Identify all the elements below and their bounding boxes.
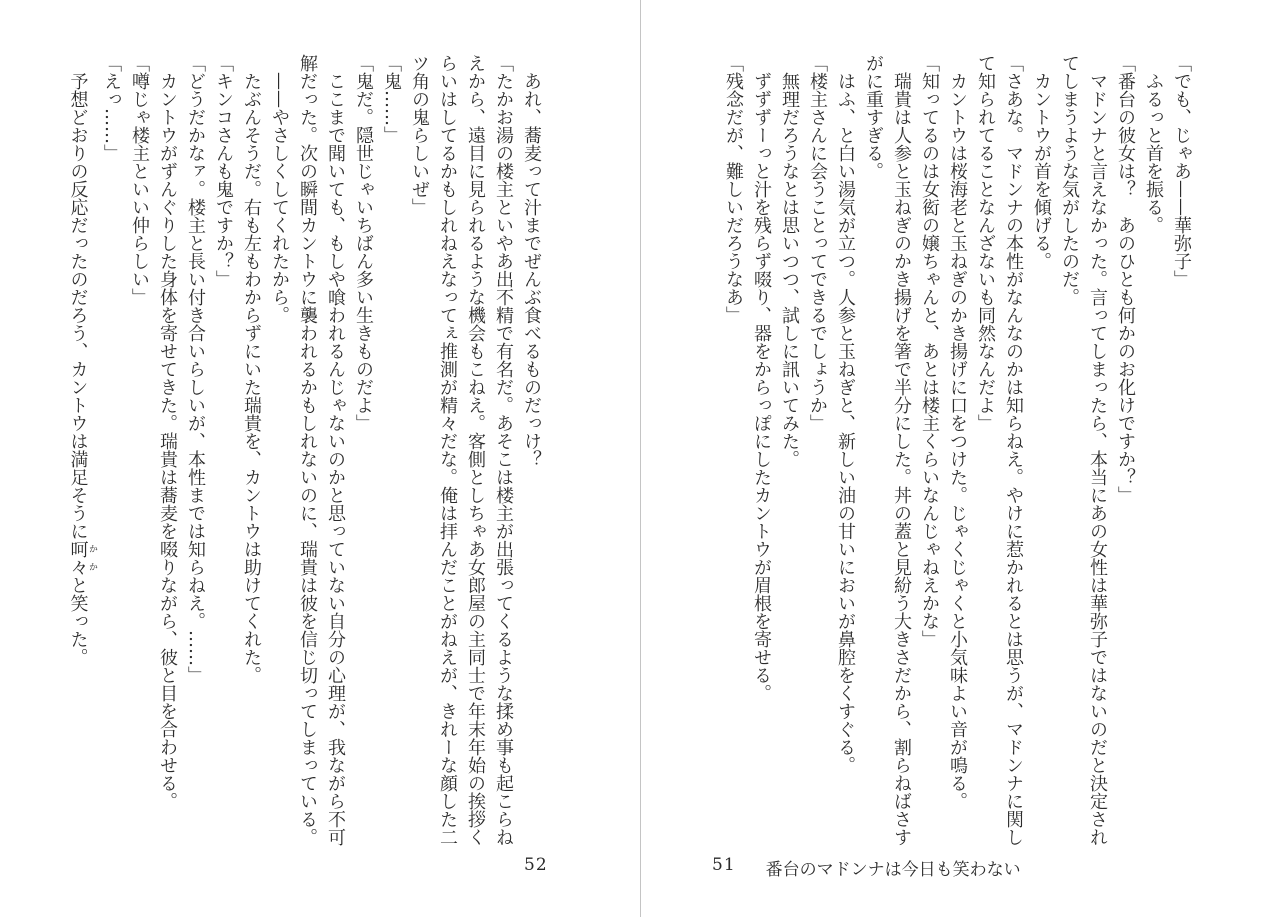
paragraph: たぶんそうだ。右も左もわからずにいた瑞貴を、カントウは助けてくれた。 — [241, 72, 262, 684]
paragraph: 「さあな。マドンナの本性がなんなのかは知らねえ。やけに惹かれるとは思うが、マドンナに関して知られてることなんざないも同然なんだよ」 — [975, 54, 1024, 846]
paragraph: 「楼主さんに会うことってできるでしょうか」 — [807, 54, 828, 432]
paragraph: カントウは桜海老と玉ねぎのかき揚げに口をつけた。じゃくじゃくと小気味よい音が鳴る。 — [947, 72, 968, 810]
center-gutter-line — [640, 0, 641, 917]
paragraph: あれ、蕎麦って汁までぜんぶ食べるものだっけ？ — [521, 72, 542, 468]
paragraph: カントウがずんぐりした身体を寄せてきた。瑞貴は蕎麦を啜りながら、彼と目を合わせる。 — [157, 72, 178, 810]
paragraph: 瑞貴は人参と玉ねぎのかき揚げを箸で半分にした。丼の蓋と見紛う大きさだから、割らねばさすがに重すぎる。 — [863, 54, 912, 846]
paragraph: 「キンコさんも鬼ですか？」 — [213, 54, 234, 288]
paragraph: 「たかお湯の楼主といやあ出不精で有名だ。あそこは楼主が出張ってくるような揉め事も起こらねえから、遠目に見られるような機会もこねえ。客側としちゃあ女郎屋の主同士で年末年始の挨拶くらいはしてるかもしれねえなってぇ推測が精々だな。俺は拝んだことがねえが、きれーな顔した二ツ角の鬼らしいぜ」 — [409, 54, 514, 846]
paragraph: ここまで聞いても、もしや喰われるんじゃないのかと思っていない自分の心理が、我ながら不可解だった。次の瞬間カントウに襲われるかもしれないのに、瑞貴は彼を信じ切ってしまっている。 — [297, 54, 346, 846]
paragraph-segment: 予想どおりの反応だったのだろう、カントウは満足そうに — [67, 72, 89, 540]
paragraph: 「番台の彼女は？ あのひとも何かのお化けですか？」 — [1115, 54, 1136, 504]
page-51-footer — [712, 855, 1021, 880]
paragraph: 「知ってるのは女衒の嬢ちゃんと、あとは楼主くらいなんじゃねえかな」 — [919, 54, 940, 648]
paragraph-with-ruby — [64, 54, 98, 846]
page-52-text — [64, 54, 546, 846]
paragraph: ——やさしくしてくれたから。 — [269, 72, 290, 324]
paragraph: マドンナと言えなかった。言ってしまったら、本当にあの女性は華弥子ではないのだと決定されてしまうような気がしたのだ。 — [1059, 54, 1108, 846]
paragraph: ずずずーっと汁を残らず啜り、器をからっぽにしたカントウが眉根を寄せる。 — [751, 72, 772, 702]
paragraph: 「えっ……」 — [101, 54, 122, 162]
paragraph: 「噂じゃ楼主といい仲らしい」 — [129, 54, 150, 306]
ruby-reading: かか — [87, 540, 97, 576]
page-51-text — [719, 54, 1195, 846]
page-number: 52 — [524, 855, 548, 875]
paragraph: 「残念だが、難しいだろうなあ」 — [723, 54, 744, 324]
ruby-annotation — [67, 540, 97, 576]
paragraph: 「鬼……」 — [381, 54, 402, 144]
paragraph: 無理だろうなとは思いつつ、試しに訊いてみた。 — [779, 72, 800, 468]
page-right[interactable] — [640, 0, 1280, 917]
paragraph: 「鬼だ。隠世じゃいちばん多い生きものだよ」 — [353, 54, 374, 432]
page-52-footer — [524, 855, 548, 875]
page-number: 51 — [712, 855, 736, 875]
paragraph: はふ、と白い湯気が立つ。人参と玉ねぎと、新しい油の甘いにおいが鼻腔をくすぐる。 — [835, 72, 856, 774]
paragraph: ふるっと首を振る。 — [1143, 72, 1164, 234]
running-title: 番台のマドンナは今日も笑わない — [765, 860, 1021, 880]
paragraph: 「どうだかなァ。楼主と長い付き合いらしいが、本性までは知らねえ。……」 — [185, 54, 206, 684]
paragraph: カントウが首を傾げる。 — [1031, 72, 1052, 270]
paragraph: 「でも、じゃあ——華弥子」 — [1171, 54, 1192, 288]
paragraph-segment: と笑った。 — [67, 576, 89, 666]
ruby-base: 呵々 — [67, 540, 89, 576]
